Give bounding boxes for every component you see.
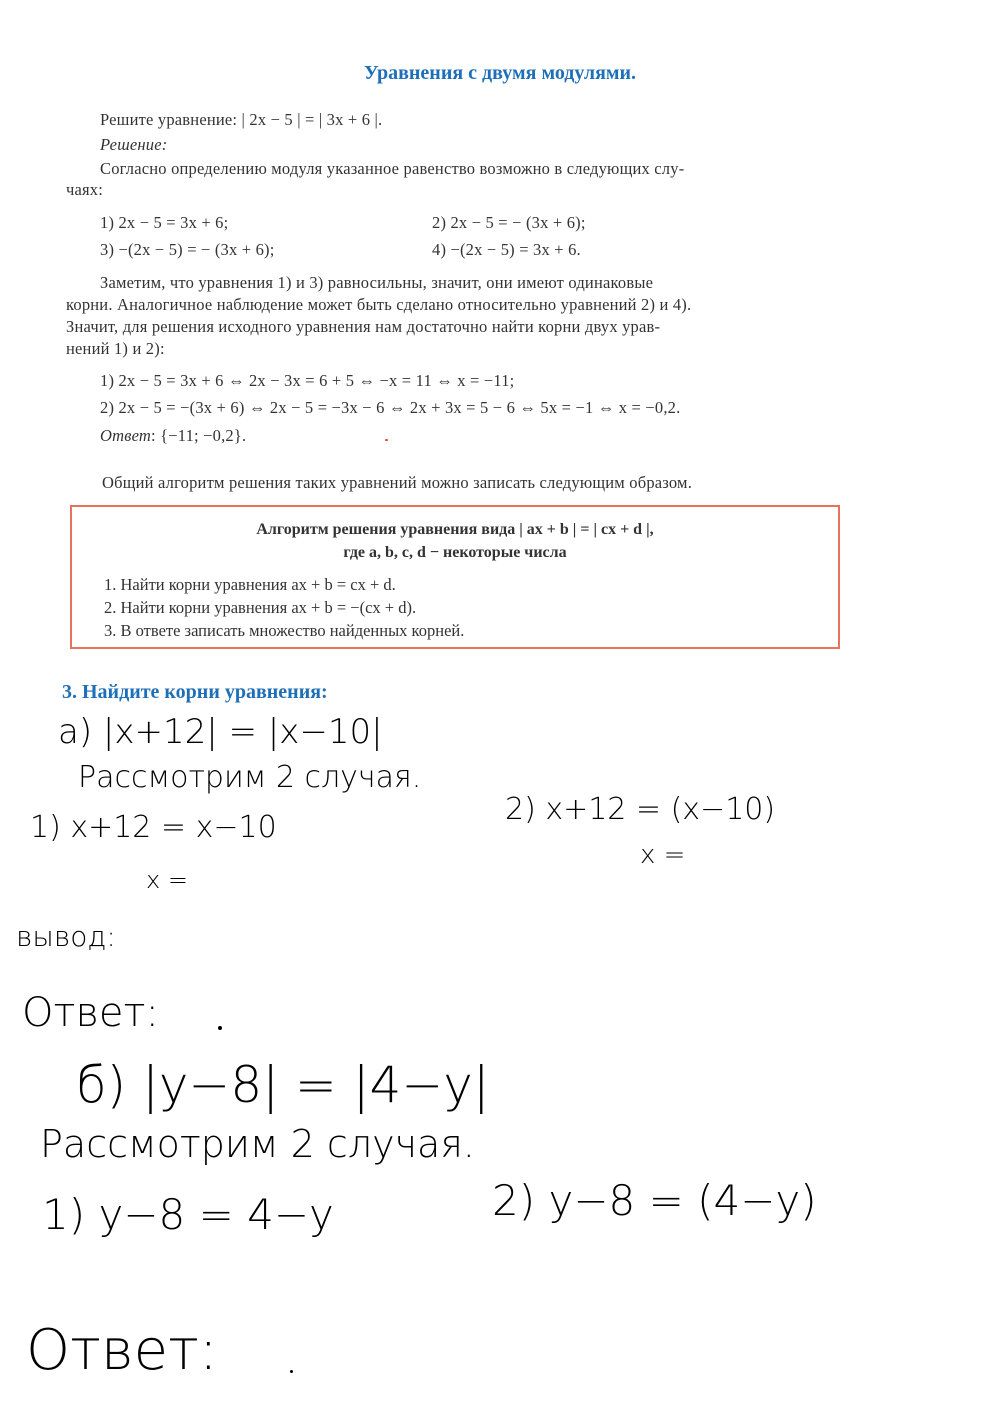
task-heading: 3. Найдите корни уравнения: bbox=[62, 681, 328, 703]
handwritten-a-case-1-x: x = bbox=[146, 866, 188, 894]
note-line-4: нений 1) и 2): bbox=[66, 339, 165, 358]
handwritten-consider-b: Рассмотрим 2 случая. bbox=[40, 1122, 475, 1166]
ink-dot bbox=[290, 1370, 293, 1373]
algorithm-item-3: 3. В ответе записать множество найденных корней. bbox=[104, 621, 465, 640]
handwritten-b-case-2: 2) y−8 = (4−y) bbox=[492, 1176, 817, 1225]
ink-dot bbox=[218, 1026, 222, 1030]
step-2: 2) 2x − 5 = −(3x + 6) ⇔ 2x − 5 = −3x − 6 ⇔ 2x + 3x = 5 − 6 ⇔ 5x = −1 ⇔ x = −0,2. bbox=[100, 398, 681, 417]
intro-line-1: Согласно определению модуля указанное равенство возможно в следующих слу- bbox=[100, 159, 685, 178]
answer-line: Ответ: {−11; −0,2}. bbox=[100, 426, 247, 445]
case-1: 1) 2x − 5 = 3x + 6; bbox=[100, 213, 229, 232]
handwritten-a-case-2-x: x = bbox=[640, 840, 686, 870]
handwritten-a-case-1: 1) x+12 = x−10 bbox=[30, 810, 277, 845]
handwritten-equation-b: б) |y−8| = |4−y| bbox=[76, 1056, 490, 1114]
handwritten-a-case-2: 2) x+12 = (x−10) bbox=[505, 792, 776, 827]
handwritten-answer-b: Ответ: bbox=[26, 1318, 218, 1383]
handwritten-b-case-1: 1) y−8 = 4−y bbox=[42, 1190, 334, 1239]
red-mark bbox=[385, 439, 388, 441]
algorithm-heading-2: где a, b, c, d − некоторые числа bbox=[343, 544, 567, 561]
problem-statement: Решите уравнение: | 2x − 5 | = | 3x + 6 |. bbox=[100, 110, 383, 129]
general-algorithm-note: Общий алгоритм решения таких уравнений можно записать следующим образом. bbox=[102, 473, 693, 492]
algorithm-item-2: 2. Найти корни уравнения ax + b = −(cx + d). bbox=[104, 598, 417, 617]
solution-label: Решение: bbox=[100, 135, 168, 154]
handwritten-equation-a: a) |x+12| = |x−10| bbox=[58, 712, 383, 752]
algorithm-heading-1: Алгоритм решения уравнения вида | ax + b | = | cx + d |, bbox=[256, 521, 654, 538]
case-4: 4) −(2x − 5) = 3x + 6. bbox=[432, 240, 581, 259]
page-title: Уравнения с двумя модулями. bbox=[363, 62, 637, 84]
handwritten-conclusion-a: вывод: bbox=[16, 920, 116, 953]
step-1: 1) 2x − 5 = 3x + 6 ⇔ 2x − 3x = 6 + 5 ⇔ −x = 11 ⇔ x = −11; bbox=[100, 371, 515, 390]
case-3: 3) −(2x − 5) = − (3x + 6); bbox=[100, 240, 275, 259]
case-2: 2) 2x − 5 = − (3x + 6); bbox=[432, 213, 586, 232]
handwritten-answer-a: Ответ: bbox=[22, 990, 159, 1036]
handwritten-consider-a: Рассмотрим 2 случая. bbox=[78, 760, 422, 795]
note-line-3: Значит, для решения исходного уравнения нам достаточно найти корни двух урав- bbox=[66, 317, 661, 336]
note-line-2: корни. Аналогичное наблюдение может быть сделано относительно уравнений 2) и 4). bbox=[66, 295, 692, 314]
intro-line-2: чаях: bbox=[66, 180, 104, 199]
algorithm-item-1: 1. Найти корни уравнения ax + b = cx + d. bbox=[104, 575, 396, 594]
note-line-1: Заметим, что уравнения 1) и 3) равносильны, значит, они имеют одинаковые bbox=[100, 273, 654, 292]
algorithm-box bbox=[70, 505, 840, 649]
